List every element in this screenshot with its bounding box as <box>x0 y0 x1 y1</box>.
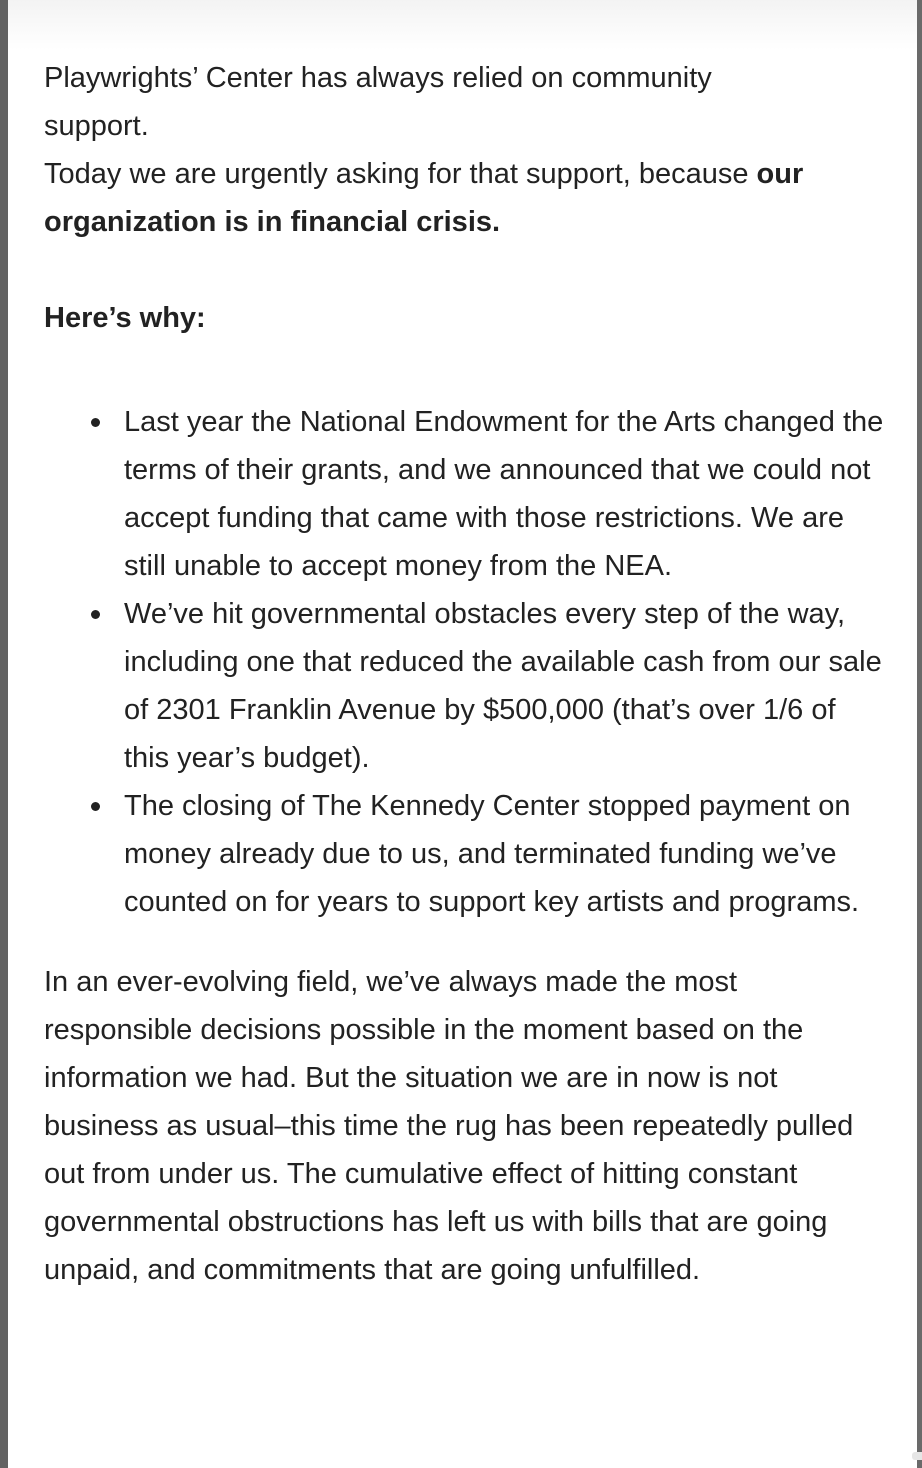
top-shadow <box>8 0 917 50</box>
window-frame-right <box>917 0 922 1468</box>
bullet-icon <box>91 802 100 811</box>
intro-appeal: Today we are urgently asking for that support, because <box>44 158 757 190</box>
list-item-text: The closing of The Kennedy Center stopped payment on money already due to us, and terminated funding we’ve counted on for years to support key artists and programs. <box>124 790 860 918</box>
reasons-list <box>44 398 894 926</box>
bullet-icon <box>91 418 100 427</box>
closing-paragraph: In an ever-evolving field, we’ve always made the most responsible decisions possible in the moment based on the information we had. But the situation we are in now is not business as usual–this time the rug has been repeatedly pulled out from under us. The cumulative effect of hitting constant governmental obstructions has left us with bills that are going unpaid, and commitments that are going unfulfilled. <box>44 966 854 1286</box>
list-item <box>44 590 884 782</box>
bullet-icon <box>91 610 100 619</box>
list-item <box>44 782 884 926</box>
scrollbar-handle[interactable] <box>912 1452 922 1460</box>
intro-paragraph <box>44 54 804 246</box>
intro-line: Playwrights’ Center has always relied on community support. <box>44 62 712 142</box>
window-frame-left <box>0 0 8 1468</box>
list-item <box>44 398 884 590</box>
section-heading <box>44 294 894 342</box>
list-item-text: Last year the National Endowment for the Arts changed the terms of their grants, and we announced that we could not accept funding that came with those restrictions. We are still unable to accept money from the NEA. <box>124 406 884 582</box>
crisis-statement: our organization is in financial crisis. <box>44 158 804 238</box>
list-item-text: We’ve hit governmental obstacles every step of the way, including one that reduced the available cash from our sale of 2301 Franklin Avenue by $500,000 (that’s over 1/6 of this year’s budget). <box>124 598 882 774</box>
email-body <box>44 54 894 1294</box>
heading-text: Here’s why: <box>44 302 206 334</box>
